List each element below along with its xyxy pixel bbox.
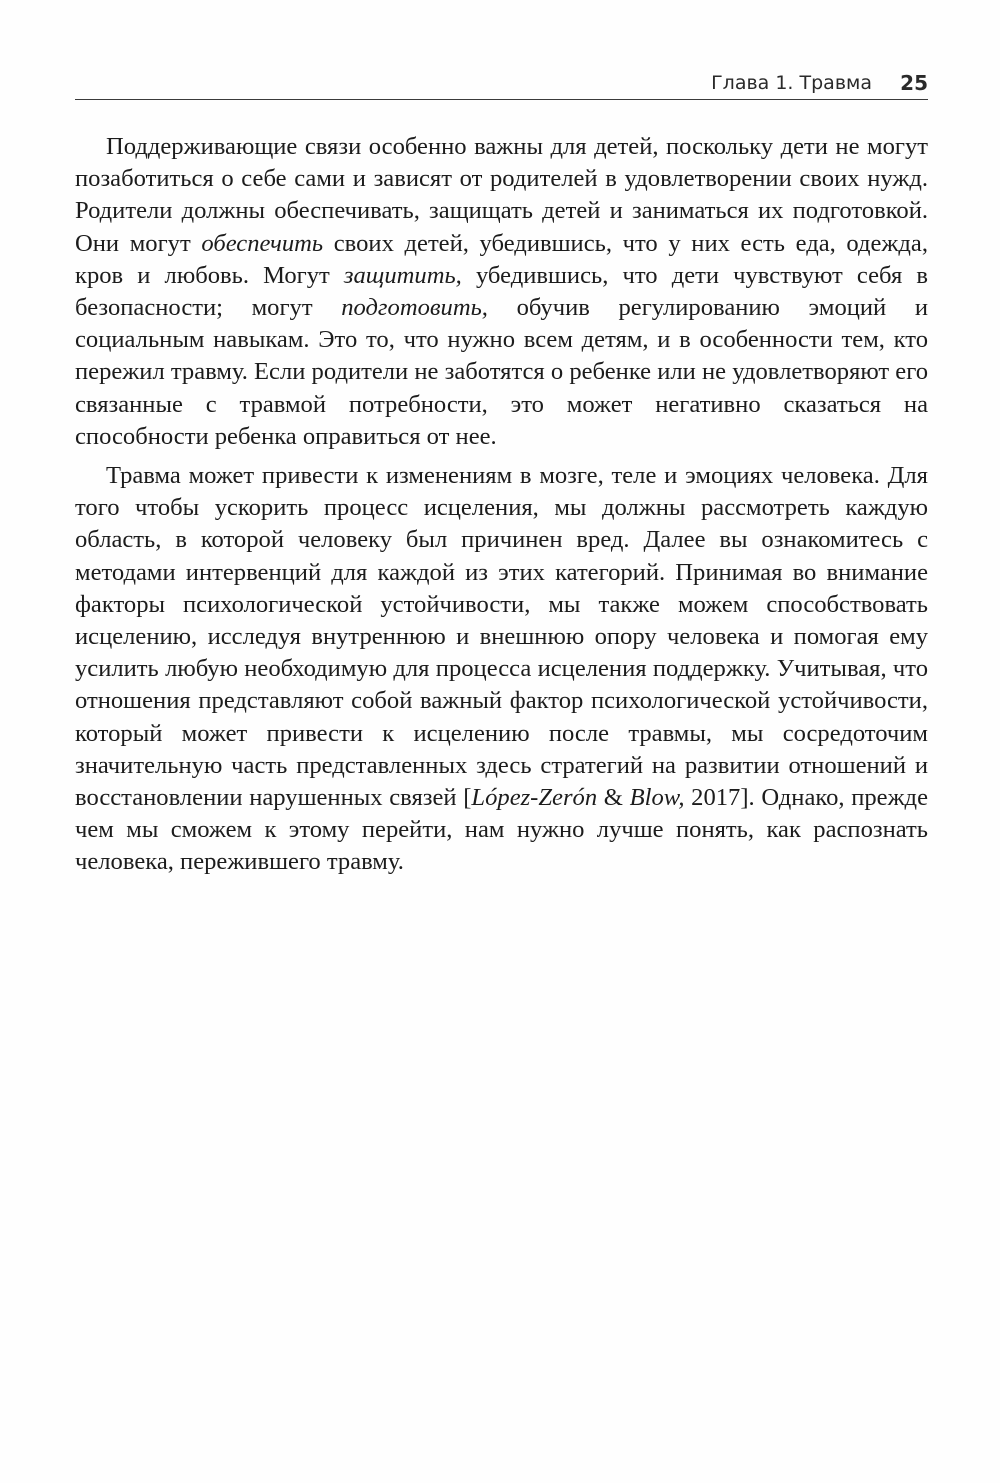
p2-text-3: 2017]. Однако, прежде чем мы сможем к этому перейти, нам нужно лучше понять, как распознать человека, пережившего травму. bbox=[75, 784, 928, 876]
p2-text-2: & bbox=[597, 784, 630, 812]
p1-italic-prepare: подготовить, bbox=[341, 294, 488, 322]
paragraph-2 bbox=[75, 460, 928, 879]
p1-text-2: своих детей, убедившись, что у них есть еда, одежда, кров и любовь. Могут bbox=[75, 229, 929, 289]
p1-italic-protect: защитить, bbox=[343, 261, 462, 289]
header-rule bbox=[75, 99, 928, 100]
paragraph-1 bbox=[75, 131, 928, 453]
p1-text-3: убедившись, что дети чувствуют себя в безопасности; могут bbox=[75, 261, 928, 322]
p2-citation-author-2: Blow, bbox=[629, 784, 685, 812]
running-head bbox=[75, 70, 928, 100]
p1-text-4: обучив регулированию эмоций и социальным навыкам. Это то, что нужно всем детям, и в особенности тем, кто пережил травму. Если родители не заботятся о ребенке или не удовлетворяют его связанные с травмой потребности, это может негативно сказаться на способности ребенка оправиться от нее. bbox=[75, 294, 928, 450]
chapter-title: Глава 1. Травма bbox=[711, 72, 872, 94]
p2-text-1: Травма может привести к изменениям в мозге, теле и эмоциях человека. Для того чтобы ускорить процесс исцеления, мы должны рассмотреть каждую область, в которой человеку был причинен вред. Далее вы ознакомитесь с методами интервенций для каждой из этих категорий. Принимая во внимание факторы психологической устойчивости, мы также можем способствовать исцелению, исследуя внутреннюю и внешнюю опору человека и помогая ему усилить любую необходимую для процесса исцеления поддержку. Учитывая, что отношения представляют собой важный фактор психологической устойчивости, который может привести к исцелению после травмы, мы сосредоточим значительную часть представленных здесь стратегий на развитии отношений и восстановлении нарушенных связей [ bbox=[75, 462, 928, 812]
page-number: 25 bbox=[900, 71, 928, 95]
body-text bbox=[75, 131, 928, 879]
p1-text-1: Поддерживающие связи особенно важны для детей, поскольку дети не могут позаботиться о себе сами и зависят от родителей в удовлетворении своих нужд. Родители должны обеспечивать, защищать детей и заниматься их подготовкой. Они могут bbox=[75, 133, 928, 257]
p1-italic-provide: обеспечить bbox=[201, 229, 324, 257]
p2-citation-author-1: López-Zerón bbox=[471, 784, 598, 812]
